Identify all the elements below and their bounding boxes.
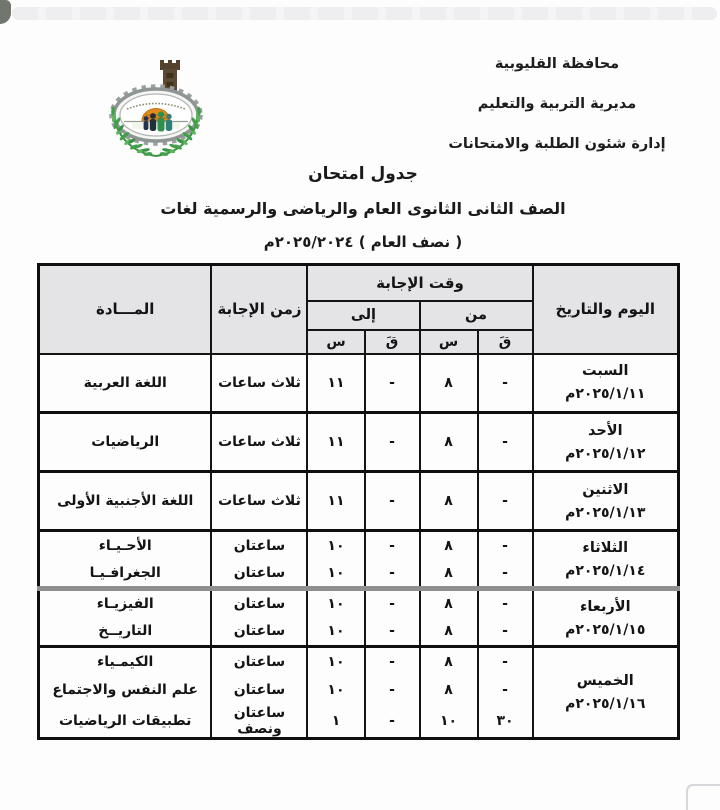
- col-header-from-hours: س: [420, 330, 478, 354]
- from-minutes-cell: -: [478, 413, 533, 472]
- table-row: [38, 354, 678, 413]
- col-header-answer-time: وقت الإجابة: [307, 265, 532, 301]
- subject-cell: الجغرافـيـا: [38, 560, 211, 589]
- day-name: الخميس: [576, 672, 634, 689]
- photo-corner-artifact: [0, 0, 11, 24]
- subject-cell: الأحـيـاء: [38, 531, 211, 560]
- duration-cell: ثلاث ساعات: [211, 413, 307, 472]
- day-name: الأحد: [587, 422, 623, 439]
- col-header-to-minutes: قَ: [365, 330, 420, 354]
- duration-cell: ساعتان: [211, 618, 307, 647]
- document-title: جدول امتحان: [308, 164, 418, 184]
- subject-cell: اللغة الأجنبية الأولى: [38, 472, 211, 531]
- photo-edge-band: [12, 7, 717, 20]
- table-row: [38, 589, 678, 618]
- table-row: [38, 531, 678, 560]
- from-hours-cell: ٨: [420, 531, 478, 560]
- from-minutes-cell: -: [478, 560, 533, 589]
- duration-cell: ساعتان: [211, 676, 307, 705]
- to-minutes-cell: -: [365, 354, 420, 413]
- org-line-governorate: محافظة القليوبية: [494, 56, 620, 72]
- subject-cell: تطبيقات الرياضيات: [38, 705, 211, 739]
- to-hours-cell: ١١: [307, 354, 364, 413]
- col-header-to: إلى: [307, 301, 419, 330]
- col-header-from-minutes: قَ: [478, 330, 533, 354]
- subject-cell: اللغة العربية: [38, 354, 211, 413]
- from-hours-cell: ٨: [420, 354, 478, 413]
- to-hours-cell: ١٠: [307, 618, 364, 647]
- from-hours-cell: ٨: [420, 676, 478, 705]
- col-header-day-date: اليوم والتاريخ: [533, 265, 679, 354]
- day-date: ٢٠٢٥/١/١٤م: [565, 562, 646, 579]
- day-date-cell: [533, 589, 679, 647]
- to-hours-cell: ١١: [307, 413, 364, 472]
- org-line-directorate: مديرية التربية والتعليم: [477, 96, 637, 112]
- table-row: [38, 413, 678, 472]
- day-name: السبت: [582, 363, 629, 380]
- col-header-duration: زمن الإجابة: [211, 265, 307, 354]
- to-hours-cell: ١: [307, 705, 364, 739]
- to-minutes-cell: -: [365, 531, 420, 560]
- day-date: ٢٠٢٥/١/١٢م: [565, 445, 646, 462]
- duration-cell: ساعتان: [211, 589, 307, 618]
- schedule-table-body: [38, 354, 678, 739]
- duration-cell: ساعتان: [211, 531, 307, 560]
- subject-cell: الرياضيات: [38, 413, 211, 472]
- duration-cell: ثلاث ساعات: [211, 354, 307, 413]
- subject-cell: علم النفس والاجتماع: [38, 676, 211, 705]
- day-date-cell: [533, 647, 679, 739]
- from-minutes-cell: -: [478, 354, 533, 413]
- duration-cell: ساعتان: [211, 560, 307, 589]
- table-row: [38, 472, 678, 531]
- day-date-cell: [533, 354, 679, 413]
- duration-cell: ثلاث ساعات: [211, 472, 307, 531]
- to-minutes-cell: -: [365, 647, 420, 676]
- from-minutes-cell: -: [478, 589, 533, 618]
- day-date: ٢٠٢٥/١/١٦م: [565, 695, 646, 712]
- from-hours-cell: ٨: [420, 413, 478, 472]
- from-hours-cell: ١٠: [420, 705, 478, 739]
- day-name: الأربعاء: [579, 598, 631, 615]
- to-hours-cell: ١١: [307, 472, 364, 531]
- day-date-cell: [533, 531, 679, 589]
- org-header: [398, 44, 716, 164]
- exam-schedule-table: [37, 263, 680, 740]
- day-name: الاثنين: [582, 481, 629, 498]
- duration-cell: ساعتان: [211, 647, 307, 676]
- col-header-to-hours: س: [307, 330, 364, 354]
- to-hours-cell: ١٠: [307, 560, 364, 589]
- to-hours-cell: ١٠: [307, 589, 364, 618]
- photo-artifact: [686, 784, 720, 810]
- from-minutes-cell: -: [478, 531, 533, 560]
- title-block: [0, 157, 720, 259]
- ministry-logo: [100, 60, 215, 165]
- day-date: ٢٠٢٥/١/١٥م: [565, 621, 646, 638]
- from-hours-cell: ٨: [420, 618, 478, 647]
- table-row: [38, 647, 678, 676]
- from-hours-cell: ٨: [420, 647, 478, 676]
- col-header-subject: المـــادة: [38, 265, 211, 354]
- to-hours-cell: ١٠: [307, 676, 364, 705]
- from-hours-cell: ٨: [420, 560, 478, 589]
- to-minutes-cell: -: [365, 560, 420, 589]
- from-hours-cell: ٨: [420, 472, 478, 531]
- to-minutes-cell: -: [365, 472, 420, 531]
- day-name: الثلاثاء: [582, 539, 629, 556]
- document-subtitle: الصف الثانى الثانوى العام والرياضى والرسمية لغات: [160, 199, 566, 218]
- day-date-cell: [533, 413, 679, 472]
- to-minutes-cell: -: [365, 413, 420, 472]
- from-minutes-cell: -: [478, 472, 533, 531]
- org-line-administration: إدارة شئون الطلبة والامتحانات: [448, 136, 666, 152]
- to-minutes-cell: -: [365, 705, 420, 739]
- from-minutes-cell: ٣٠: [478, 705, 533, 739]
- to-minutes-cell: -: [365, 589, 420, 618]
- day-date: ٢٠٢٥/١/١١م: [565, 386, 646, 403]
- day-date-cell: [533, 472, 679, 531]
- duration-cell: ساعتان ونصف: [211, 705, 307, 739]
- subject-cell: التاريــخ: [38, 618, 211, 647]
- to-hours-cell: ١٠: [307, 531, 364, 560]
- to-minutes-cell: -: [365, 676, 420, 705]
- col-header-from: من: [420, 301, 533, 330]
- subject-cell: الكيمـياء: [38, 647, 211, 676]
- from-minutes-cell: -: [478, 647, 533, 676]
- subject-cell: الفيزيـاء: [38, 589, 211, 618]
- to-minutes-cell: -: [365, 618, 420, 647]
- from-minutes-cell: -: [478, 618, 533, 647]
- from-hours-cell: ٨: [420, 589, 478, 618]
- document-term: ( نصف العام ) ٢٠٢٥/٢٠٢٤م: [263, 233, 463, 251]
- to-hours-cell: ١٠: [307, 647, 364, 676]
- from-minutes-cell: -: [478, 676, 533, 705]
- day-date: ٢٠٢٥/١/١٣م: [565, 504, 646, 521]
